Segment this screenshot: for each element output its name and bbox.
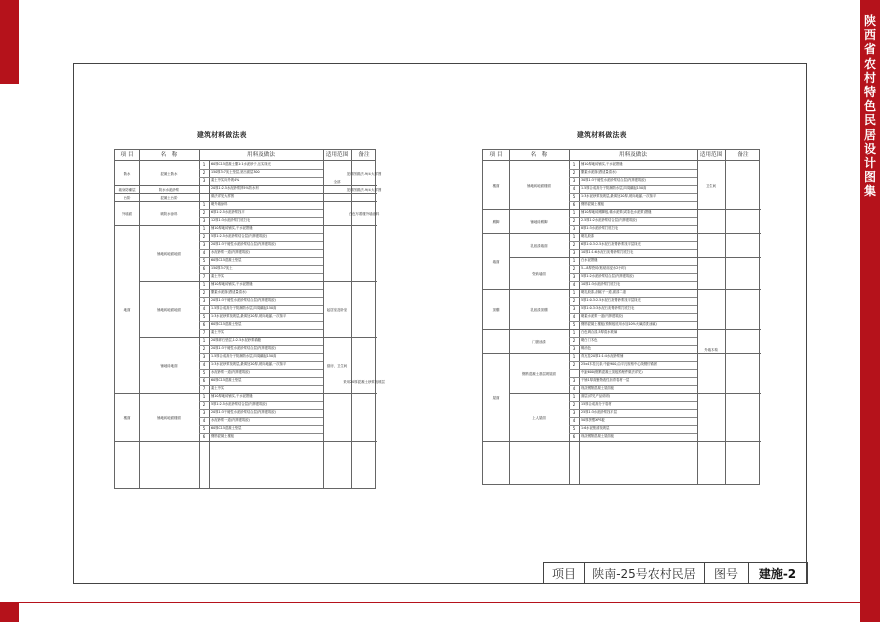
row-number: 4 [572, 314, 576, 319]
row-method-text: 6厚1:0.3:2.5水泥石灰膏砂浆找平层抹光 [581, 242, 641, 247]
row-method-text: 铺10厚地砖铺实,干水泥擦缝 [211, 282, 253, 287]
row-method-text: 5厚1:0.3:3水泥石灰膏砂浆打底扫毛 [581, 306, 635, 311]
header-name: 名 称 [530, 152, 548, 158]
row-method-text: 钢筋混凝土楼板 [581, 202, 605, 207]
side-title-char: 民 [863, 113, 876, 128]
row-number: 5 [202, 426, 206, 431]
decorative-band-bottom-left [0, 602, 19, 622]
row-method-text: 20厚1:2.5水泥砂浆掺5%防水剂 [211, 186, 259, 191]
header-scope: 适用范围 [699, 152, 723, 158]
name-tile-floor-2: 铺地砖地面地面 [157, 307, 181, 312]
row-number: 1 [572, 330, 576, 335]
row-method-text: 白色调合漆,5厚清水玻璃 [581, 330, 618, 335]
row-method-text: 干铺1厚高聚物改性沥青卷材一层 [581, 378, 630, 383]
header-item: 项 目 [120, 152, 134, 158]
decorative-rule-bottom [19, 602, 860, 603]
header-method: 用料及做法 [619, 152, 647, 158]
side-title-char: 图 [863, 170, 876, 185]
category-ceiling: 顶棚 [492, 307, 500, 312]
side-title-char: 计 [863, 156, 876, 171]
side-title-char: 西 [863, 28, 876, 43]
side-title-char: 设 [863, 141, 876, 156]
decorative-corner-bottom-right [860, 602, 880, 622]
row-number: 4 [572, 386, 576, 391]
row-method-text: 水泥砂浆一道(内掺建筑胶) [211, 418, 250, 423]
row-number: 6 [572, 434, 576, 439]
side-title-char: 陕 [863, 14, 876, 28]
category-apron: 散水 [123, 171, 131, 176]
row-method-text: 30厚1:3干硬性水泥砂浆结合层(内掺建筑胶) [581, 178, 646, 183]
row-number: 3 [202, 218, 206, 223]
row-method-text: 素土夯实向外坡4% [211, 178, 240, 183]
row-number: 4 [202, 362, 206, 367]
note-dpc: 见详图做法-9/①大样图 [346, 187, 382, 192]
title-block-drawing-no: 建施-2 [758, 566, 797, 581]
row-number: 5 [202, 258, 206, 263]
category-upper-floor: 楼面 [492, 183, 500, 188]
row-number: 2 [202, 234, 206, 239]
row-number: 1 [202, 162, 206, 167]
row-number: 6 [202, 266, 206, 271]
row-number: 3 [202, 354, 206, 359]
name-tile-skirting: 铺地砖踢脚 [530, 219, 548, 224]
scope-bathroom: 卫生间 [705, 183, 717, 188]
row-method-text: 150厚3:7灰土 [211, 266, 233, 271]
row-number: 1 [202, 202, 206, 207]
category-upper-floor: 楼面 [123, 415, 131, 420]
row-number: 4 [202, 418, 206, 423]
left-table-title: 建筑材料做法表 [197, 131, 247, 139]
row-method-text: 5厚1:2水泥砂浆结合层(内掺建筑胶) [581, 274, 634, 279]
row-method-text: 50厚挤塑XPS板 [581, 418, 605, 423]
name-waterproof-mortar: 防水水泥砂浆 [158, 187, 180, 192]
name-pitched-roof: 钢筋混凝土基层坡屋面 [522, 371, 556, 376]
title-block [543, 562, 808, 584]
row-number: 3 [572, 378, 576, 383]
row-number: 5 [572, 426, 576, 431]
scope-rooms: 起居室及卧室 [326, 307, 348, 312]
row-number: 4 [202, 306, 206, 311]
row-number: 3 [572, 226, 576, 231]
row-number [199, 185, 209, 193]
side-title-char: 村 [863, 70, 876, 85]
row-method-text: 5—8厚瓷砖(粘贴前浸水2小时) [581, 266, 627, 271]
row-method-text: 20厚1:3干硬性水泥砂浆结合层(内掺建筑胶) [211, 242, 276, 247]
side-title-char: 农 [863, 56, 876, 71]
row-number: 6 [202, 434, 206, 439]
name-latex-wall: 乳胶漆墙面 [530, 243, 548, 248]
side-title-char: 居 [863, 127, 876, 142]
row-number: 6 [572, 202, 576, 207]
scope-kitchen-bath: 厨房、卫生间 [326, 363, 348, 368]
row-number: 6 [202, 378, 206, 383]
row-method-text: 1:3水泥砂浆找坡层,最薄处20厚,坡向地漏,一次抹平 [581, 194, 657, 199]
category-roof: 屋面 [492, 395, 500, 400]
title-block-project-label: 项目 [551, 566, 576, 581]
row-number: 4 [572, 282, 576, 287]
row-method-text: 10厚1:3水泥砂浆打底扫毛 [581, 282, 621, 287]
category-exterior-wall: 外墙面 [121, 211, 133, 216]
row-method-text: 150厚3:7灰土垫层,宽出面层300 [211, 170, 260, 175]
row-method-text: 铺10厚地砖踢脚板,稀水泥浆(或彩色水泥浆)擦缝 [581, 210, 652, 215]
name-tile-upper-floor: 铺地砖地面楼面 [157, 415, 181, 420]
row-method-text: 5厚1:2.5水泥砂浆结合层(内掺建筑胶) [211, 234, 267, 239]
row-method-text: 6厚1:2.5水泥砂浆找平 [211, 210, 245, 215]
row-number: 3 [572, 306, 576, 311]
note-apron: 见详图做法-9/①大样图 [346, 171, 382, 176]
row-number: 5 [572, 194, 576, 199]
left-table-header [115, 150, 375, 161]
side-title-char: 省 [863, 42, 876, 57]
row-number: 3 [202, 178, 206, 183]
row-number: 2 [202, 346, 206, 351]
title-block-project-name: 陕南-25号农村民居 [592, 566, 696, 581]
name-tile-wall: 瓷砖墙面 [532, 271, 546, 276]
scope-exterior-wood: 外墙木构 [704, 347, 718, 352]
row-method-text: 20厚碎石垫层,1:2.5水泥砂浆填缝 [211, 338, 261, 343]
row-method-text: 素土夯实 [211, 386, 225, 391]
row-number [199, 193, 209, 201]
row-number: 4 [202, 250, 206, 255]
row-method-text: 铺10厚地砖铺实,干水泥擦缝 [211, 394, 253, 399]
row-method-text: 钢筋混凝土楼板(预制板底用水加10%火碱清洗油腻) [581, 322, 657, 327]
row-method-text: 撒素水泥面(洒适量清水) [581, 170, 617, 175]
category-skirting: 踢脚 [492, 219, 500, 224]
row-method-text: 60厚C15混凝土垫层 [211, 322, 242, 327]
row-method-text: 20厚1:3干硬性水泥砂浆结合层(内掺建筑胶) [211, 410, 276, 415]
row-method-text: 做法详见大样图 [211, 194, 235, 199]
side-title [860, 14, 880, 199]
row-method-text: 刷乳胶漆 [581, 234, 595, 239]
header-scope: 适用范围 [325, 152, 349, 158]
row-method-text: 铺10厚地砖铺实,干水泥擦缝 [211, 226, 253, 231]
row-number: 2 [202, 210, 206, 215]
row-method-text: 10厚1:1:6水泥石灰膏砂浆打底扫毛 [581, 250, 634, 255]
row-method-text: 5厚1:0.3:2.5水泥石灰膏砂浆找平层抹光 [581, 298, 641, 303]
row-method-text: 铺10厚地砖铺实,干水泥擦缝 [581, 162, 623, 167]
row-number: 1 [572, 290, 576, 295]
row-method-text: 8厚1:3水泥砂浆打底扫毛 [581, 226, 619, 231]
category-steps: 台阶 [123, 195, 131, 200]
name-waterproof-paint: 刷防水涂料 [160, 211, 178, 216]
row-method-text: 1.5厚合成高分子防潮防水层,四周翻起150高 [581, 186, 647, 191]
row-number: 1 [202, 394, 206, 399]
row-method-text: 白水泥擦缝 [581, 258, 598, 263]
header-name: 名 称 [160, 152, 178, 158]
right-material-table [482, 149, 760, 485]
row-number: 2 [572, 402, 576, 407]
row-number: 6 [202, 322, 206, 327]
row-method-text: 刷乳胶漆,刮腻子一道,面漆二道 [581, 290, 626, 295]
row-method-text: 15厚合成高分子卷材 [581, 402, 612, 407]
row-method-text: 20厚1:3干硬性水泥砂浆结合层(内掺建筑胶) [211, 298, 276, 303]
row-number: 5 [202, 314, 206, 319]
row-method-text: 25厚1:3水泥砂浆找平层 [581, 410, 617, 415]
row-number: 7 [202, 330, 206, 335]
row-method-text: 水泥砂浆一道(内掺建筑胶) [211, 370, 250, 375]
row-method-text: 1:3水泥砂浆找坡层,最薄处20厚,坡向地漏,一次抹平 [211, 314, 287, 319]
row-number: 2 [572, 242, 576, 247]
row-number: 1 [572, 394, 576, 399]
right-table-header [483, 150, 759, 161]
row-number: 7 [202, 274, 206, 279]
header-method: 用料及做法 [247, 152, 275, 158]
left-material-table [114, 149, 385, 489]
row-number: 2 [202, 402, 206, 407]
row-number: 2 [572, 362, 576, 367]
category-floor: 地面 [123, 307, 131, 312]
row-method-text: 60厚C15混凝土垫层 [211, 258, 242, 263]
row-number: 7 [202, 386, 206, 391]
row-number: 2 [572, 218, 576, 223]
row-method-text: 1.5厚合成高分子防潮防水层,四周翻起150高 [211, 306, 277, 311]
row-number: 3 [572, 346, 576, 351]
row-method-text: 刷白门木色 [581, 338, 598, 343]
row-number: 5 [572, 322, 576, 327]
row-method-text: 2.5厚1:2水泥砂浆结合层(内掺建筑胶) [581, 218, 637, 223]
row-method-text: 素土夯实 [211, 274, 225, 279]
row-number: 1 [202, 338, 206, 343]
row-number: 1 [572, 210, 576, 215]
row-method-text: 20厚1:3干硬性水泥砂浆结合层(内掺建筑胶) [211, 346, 276, 351]
row-method-text: 25x4木挂瓦条,中距900,由平瓦规格中心线钢钉锚固 [581, 362, 657, 367]
right-table-title: 建筑材料做法表 [577, 131, 627, 139]
note-floor: 采用20厚混凝土砂浆找坡层 [343, 379, 385, 384]
row-method-text: 12厚1:3水泥砂浆打底扫毛 [211, 218, 251, 223]
row-method-text: 素土夯实 [211, 330, 225, 335]
scope-all: 全部 [333, 179, 341, 184]
row-number: 5 [202, 370, 206, 375]
category-dpc: 墙身防潮层 [118, 187, 136, 192]
row-method-text: 1:6水泥焦渣找坡层 [581, 426, 610, 431]
row-method-text: 水泥砂浆一道(内掺建筑胶) [211, 250, 250, 255]
row-method-text: 钢筋混凝土楼板 [211, 434, 235, 439]
row-number: 2 [572, 170, 576, 175]
side-title-char: 特 [863, 85, 876, 100]
row-number [569, 369, 579, 377]
name-concrete-apron: 混凝土散水 [160, 171, 178, 176]
row-method-text: 5厚1:2.5水泥砂浆结合层(内掺建筑胶) [211, 402, 267, 407]
title-block-drawing-no-label: 图号 [713, 566, 738, 581]
row-number: 1 [572, 258, 576, 263]
row-method-text: 60厚C15混凝土垫层 [211, 426, 242, 431]
row-number: 3 [572, 410, 576, 415]
name-tile-floor-3: 铺地砖地面 [160, 363, 178, 368]
row-method-text: 刷外墙涂料 [211, 202, 228, 207]
row-number: 3 [202, 242, 206, 247]
header-note: 备注 [358, 152, 370, 158]
row-number: 1 [572, 234, 576, 239]
row-method-text: 桐油色 [581, 346, 591, 351]
decorative-band-top-left [0, 0, 19, 84]
row-number: 4 [572, 418, 576, 423]
row-method-text: 1.5厚合成高分子防潮防水层,四周翻起150高 [211, 354, 277, 359]
row-method-text: 现浇钢筋混凝土屋面板 [581, 386, 614, 391]
row-number: 4 [572, 186, 576, 191]
row-method-text: 撒素水泥面(洒适量清水) [211, 290, 247, 295]
row-number: 2 [202, 170, 206, 175]
row-number: 2 [572, 266, 576, 271]
side-title-char: 色 [863, 99, 876, 114]
side-title-char: 集 [863, 184, 876, 199]
row-number: 3 [202, 410, 206, 415]
row-method-text: 面层(详见产品说明) [581, 394, 610, 399]
row-number: 3 [572, 178, 576, 183]
row-number: 1 [572, 354, 576, 359]
name-latex-ceiling: 乳胶漆顶棚 [530, 307, 548, 312]
row-number: 2 [572, 298, 576, 303]
header-note: 备注 [737, 152, 749, 158]
row-number: 3 [572, 274, 576, 279]
row-method-text: 现浇钢筋混凝土屋面板 [581, 434, 614, 439]
header-item: 项 目 [489, 152, 503, 158]
row-number: 3 [202, 298, 206, 303]
row-number: 2 [202, 290, 206, 295]
name-concrete-steps: 混凝土台阶 [160, 195, 178, 200]
row-number: 1 [202, 282, 206, 287]
note-exterior-wall: 白色写着楼外墙涂料 [348, 211, 380, 216]
row-method-text: 60厚C15混凝土垫层 [211, 378, 242, 383]
row-number: 1 [202, 226, 206, 231]
row-number: 1 [572, 162, 576, 167]
row-number: 3 [572, 250, 576, 255]
name-door-window-paint: 门窗油漆 [532, 339, 546, 344]
row-method-text: 青瓦挂20厚1:1:4水泥砂浆铺 [581, 354, 624, 359]
name-accessible-roof: 上人屋面 [532, 415, 546, 420]
row-method-text: 中距600(钢筋混凝土顶板预埋件做法详见) [581, 370, 643, 375]
row-number: 2 [572, 338, 576, 343]
row-method-text: 1:3水泥砂浆找坡层,最薄处20厚,坡向地漏,一次抹平 [211, 362, 287, 367]
row-method-text: 60厚C15混凝土撒1:1水泥砂子,压实抹光 [211, 162, 271, 167]
name-tile-floor-1: 铺地砖地面地面 [157, 251, 181, 256]
row-method-text: 刷素水泥浆一道(内掺建筑胶) [581, 314, 624, 319]
name-tile-upper-floor: 铺地砖地面楼面 [527, 183, 551, 188]
category-wall: 墙面 [492, 259, 500, 264]
